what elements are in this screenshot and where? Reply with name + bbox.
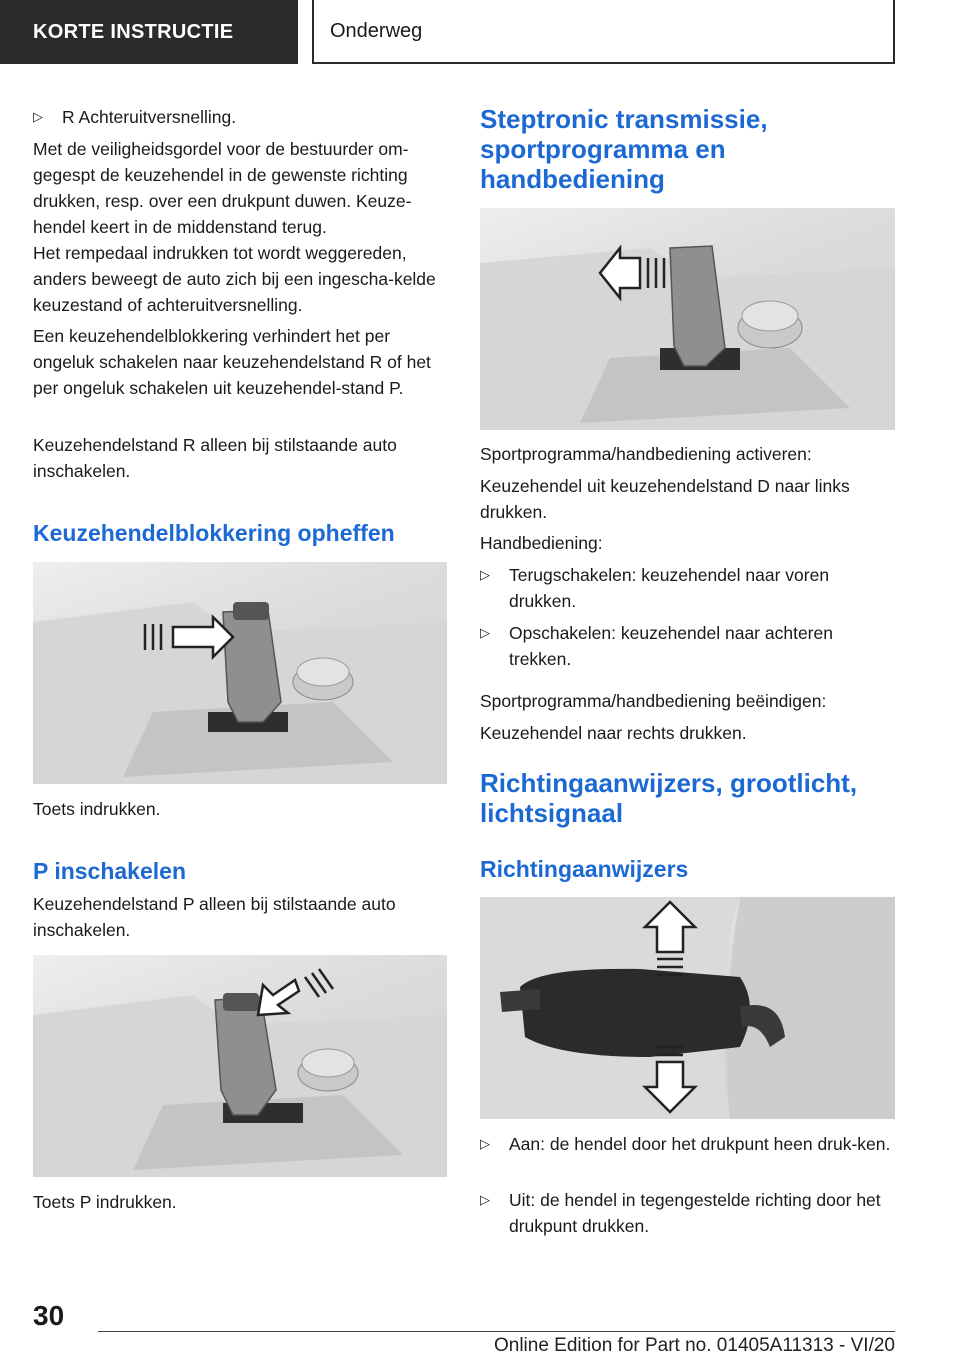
paragraph: Sportprogramma/handbediening beëindigen: xyxy=(480,691,827,711)
list-item xyxy=(480,1131,896,1157)
list-item xyxy=(480,1187,896,1239)
header-chapter-tab: KORTE INSTRUCTIE xyxy=(0,0,298,64)
gear-selector-release-illustration xyxy=(33,562,447,784)
list-item xyxy=(480,620,896,672)
turn-signal-stalk-illustration xyxy=(480,897,895,1119)
section-heading: Richtingaanwijzers, grootlicht, lichtsignaal xyxy=(480,768,858,828)
triangle-bullet-icon: ▷ xyxy=(480,625,490,640)
page-number: 30 xyxy=(33,1300,65,1331)
triangle-bullet-icon: ▷ xyxy=(480,567,490,582)
paragraph: Keuzehendelstand P alleen bij stilstaande auto inschakelen. xyxy=(33,894,396,940)
section-heading: Steptronic transmissie, sportprogramma en handbediening xyxy=(480,104,768,194)
paragraph: Met de veiligheidsgordel voor de bestuurder om-gegespt de keuzehendel in de gewenste richting drukken, resp. over een drukpunt duwen. Keuze-hendel keert in de middenstand terug. xyxy=(33,139,412,237)
paragraph: Keuzehendel naar rechts drukken. xyxy=(480,723,747,743)
list-item-text: Uit: de hendel in tegengestelde richting door het drukpunt drukken. xyxy=(509,1190,881,1236)
list-item-text: Terugschakelen: keuzehendel naar voren drukken. xyxy=(509,565,830,611)
paragraph: Het rempedaal indrukken tot wordt weggereden, anders beweegt de auto zich bij een ingescha-kelde keuzestand of achteruitversnelling. xyxy=(33,243,436,315)
steptronic-shift-illustration xyxy=(480,208,895,430)
footer-divider xyxy=(98,1331,895,1332)
triangle-bullet-icon: ▷ xyxy=(480,1136,490,1151)
list-item-text: Opschakelen: keuzehendel naar achteren trekken. xyxy=(509,623,833,669)
list-item xyxy=(33,104,447,130)
footer-edition: Online Edition for Part no. 01405A11313 - VI/20 xyxy=(493,1335,895,1356)
paragraph: Keuzehendelstand R alleen bij stilstaande auto inschakelen. xyxy=(33,435,397,481)
section-heading: P inschakelen xyxy=(33,858,186,884)
subsection-heading: Richtingaanwijzers xyxy=(480,856,689,882)
paragraph: Keuzehendel uit keuzehendelstand D naar links drukken. xyxy=(480,476,850,522)
park-button-illustration xyxy=(33,955,447,1177)
list-item xyxy=(480,562,896,614)
figure-caption: Toets indrukken. xyxy=(33,799,161,819)
list-item-text: R Achteruitversnelling. xyxy=(62,107,237,127)
list-item-text: Aan: de hendel door het drukpunt heen druk-ken. xyxy=(509,1134,891,1154)
paragraph: Een keuzehendelblokkering verhindert het per ongeluk schakelen naar keuzehendelstand R of het per ongeluk schakelen uit keuzehendel-stand P. xyxy=(33,326,431,398)
paragraph: Handbediening: xyxy=(480,533,603,553)
triangle-bullet-icon: ▷ xyxy=(33,109,43,124)
figure-caption: Toets P indrukken. xyxy=(33,1192,177,1212)
triangle-bullet-icon: ▷ xyxy=(480,1192,490,1207)
paragraph: Sportprogramma/handbediening activeren: xyxy=(480,444,812,464)
header-section-title: Onderweg xyxy=(312,0,895,64)
section-heading: Keuzehendelblokkering opheffen xyxy=(33,520,395,546)
